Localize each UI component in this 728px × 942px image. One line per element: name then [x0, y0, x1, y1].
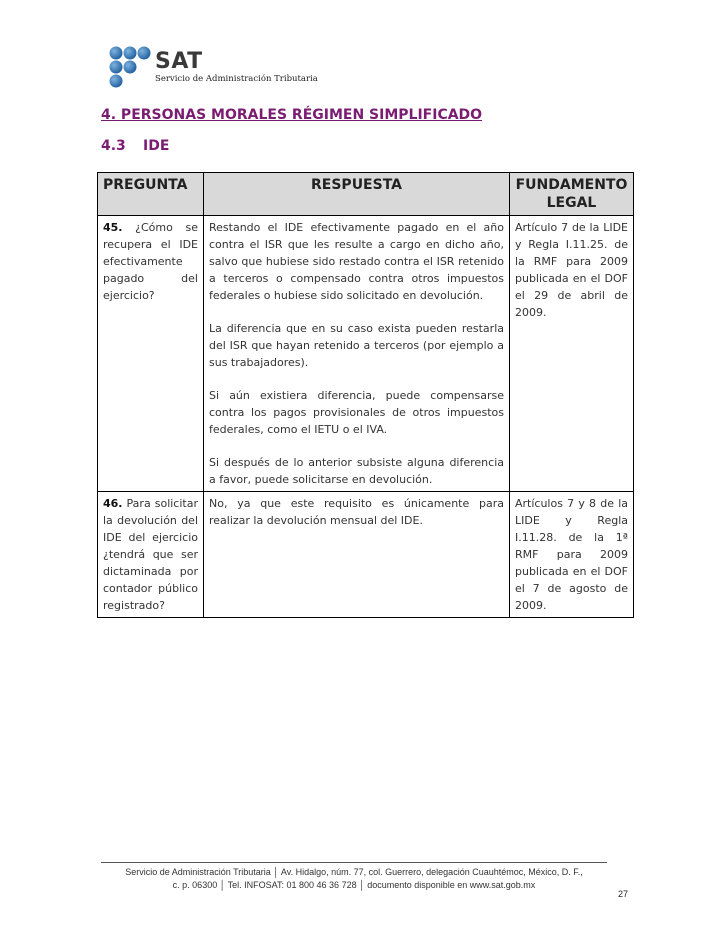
question-text: ¿Cómo se recupera el IDE efectivamente pagado del ejercicio?: [103, 221, 198, 302]
sat-logo: [108, 44, 318, 88]
question-cell: [98, 492, 204, 618]
table-header-row: [98, 173, 634, 216]
answer-cell: [204, 216, 510, 492]
question-number: 46.: [103, 497, 123, 510]
basis-cell: Artículo 7 de la LIDE y Regla I.11.25. de la RMF para 2009 publicada en el DOF el 29 de abril de 2009.: [510, 216, 634, 492]
answer-paragraph: No, ya que este requisito es únicamente para realizar la devolución mensual del IDE.: [209, 497, 504, 527]
section-title: 4. PERSONAS MORALES RÉGIMEN SIMPLIFICADO: [101, 107, 483, 123]
subsection-heading: [101, 138, 169, 154]
header-question: PREGUNTA: [98, 173, 204, 216]
header-answer: RESPUESTA: [204, 173, 510, 216]
answer-paragraph: La diferencia que en su caso exista pueden restarla del ISR que hayan retenido a terceros (por ejemplo a sus trabajadores).: [209, 322, 504, 369]
header-basis: FUNDAMENTO LEGAL: [510, 173, 634, 216]
question-cell: [98, 216, 204, 492]
table-row: [98, 216, 634, 492]
footer-line-2: c. p. 06300 │ Tel. INFOSAT: 01 800 46 36 728 │ documento disponible en www.sat.gob.mx: [172, 880, 536, 890]
answer-paragraph: Restando el IDE efectivamente pagado en el año contra el ISR que les resulte a cargo en dicho año, salvo que hubiese sido restado contra el ISR retenido a terceros o compensado contra otros impuestos federales o hubiese sido solicitado en devolución.: [209, 221, 504, 302]
table-row: [98, 492, 634, 618]
answer-cell: [204, 492, 510, 618]
subsection-title: IDE: [143, 138, 170, 154]
footer: [101, 866, 607, 892]
sat-logo-dots-icon: [108, 44, 152, 88]
answer-paragraph: Si después de lo anterior subsiste alguna diferencia a favor, puede solicitarse en devolución.: [209, 456, 504, 486]
page-number: 27: [617, 889, 628, 899]
basis-cell: Artículos 7 y 8 de la LIDE y Regla I.11.28. de la 1ª RMF para 2009 publicada en el DOF el 7 de agosto de 2009.: [510, 492, 634, 618]
subsection-number: 4.3: [101, 138, 126, 154]
answer-paragraph: Si aún existiera diferencia, puede compensarse contra los pagos provisionales de otros impuestos federales, como el IETU o el IVA.: [209, 389, 504, 436]
question-number: 45.: [103, 221, 123, 234]
qa-table: [97, 172, 634, 618]
question-text: Para solicitar la devolución del IDE del ejercicio ¿tendrá que ser dictaminada por contador público registrado?: [103, 497, 198, 612]
logo-wordmark: SAT: [155, 49, 203, 74]
footer-divider: [101, 862, 607, 863]
footer-line-1: Servicio de Administración Tributaria │ Av. Hidalgo, núm. 77, col. Guerrero, delegación Cuauhtémoc, México, D. F.,: [125, 867, 583, 877]
logo-subtitle: Servicio de Administración Tributaria: [155, 74, 318, 84]
